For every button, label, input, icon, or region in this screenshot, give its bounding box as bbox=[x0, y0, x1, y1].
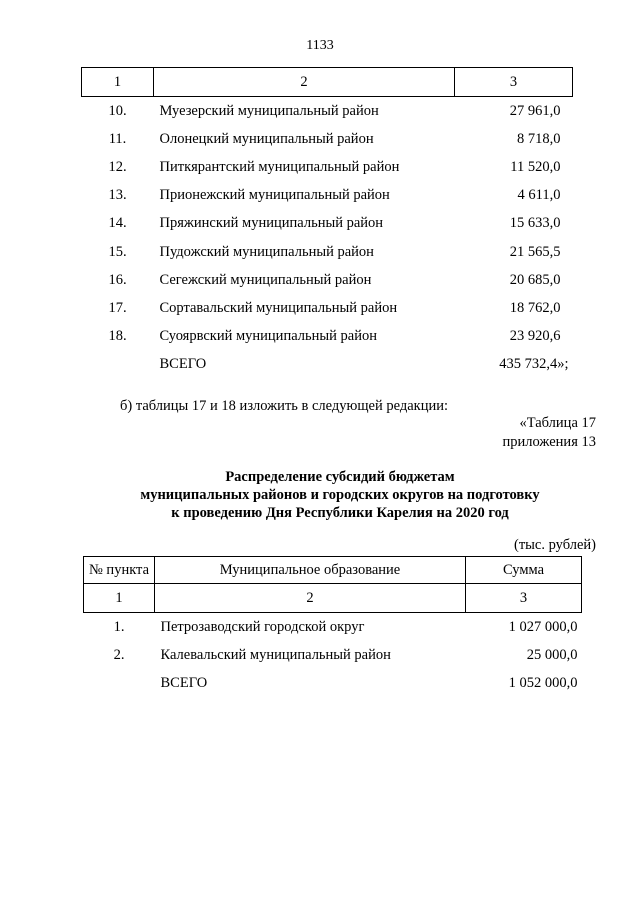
table-reference: «Таблица 17 bbox=[519, 415, 596, 431]
row-number: 2. bbox=[113, 646, 125, 663]
amount: 27 961,0 bbox=[509, 102, 561, 119]
row-number: 17. bbox=[108, 299, 127, 316]
column-header-item-number: № пункта bbox=[84, 557, 155, 584]
page-number: 1133 bbox=[306, 38, 334, 53]
total-amount: 435 732,4»; bbox=[499, 356, 569, 373]
total-amount: 1 052 000,0 bbox=[508, 674, 578, 691]
table-row bbox=[82, 153, 573, 181]
column-header-municipality: Муниципальное образование bbox=[155, 557, 466, 584]
column-number-2: 2 bbox=[155, 584, 466, 613]
amount: 18 762,0 bbox=[509, 299, 561, 316]
amendment-paragraph: б) таблицы 17 и 18 изложить в следующей редакции: bbox=[120, 398, 449, 414]
table-header-row bbox=[82, 68, 573, 97]
units-label: (тыс. рублей) bbox=[514, 537, 596, 553]
total-row bbox=[84, 669, 582, 697]
column-number-2: 2 bbox=[154, 68, 455, 97]
column-number-3: 3 bbox=[455, 68, 573, 97]
total-label: ВСЕГО bbox=[160, 674, 208, 691]
municipality-name: Олонецкий муниципальный район bbox=[159, 130, 374, 147]
table-row bbox=[82, 266, 573, 294]
table-row bbox=[82, 210, 573, 238]
table-row bbox=[82, 182, 573, 210]
municipality-name: Питкярантский муниципальный район bbox=[159, 158, 400, 175]
table-row bbox=[82, 125, 573, 153]
column-number-1: 1 bbox=[82, 68, 154, 97]
table-row bbox=[82, 294, 573, 322]
amount: 20 685,0 bbox=[509, 271, 561, 288]
municipality-name: Калевальский муниципальный район bbox=[160, 646, 391, 663]
appendix-reference: приложения 13 bbox=[502, 434, 596, 450]
table-row bbox=[84, 641, 582, 669]
amount: 11 520,0 bbox=[510, 158, 561, 175]
row-number: 13. bbox=[108, 187, 127, 204]
table-row bbox=[84, 613, 582, 642]
subsidy-distribution-table bbox=[83, 556, 582, 697]
row-number: 14. bbox=[108, 215, 127, 232]
table-title-line-1: Распределение субсидий бюджетам bbox=[225, 469, 455, 485]
total-row bbox=[82, 351, 573, 379]
amount: 15 633,0 bbox=[509, 215, 561, 232]
table-title-line-3: к проведению Дня Республики Карелия на 2020 год bbox=[171, 505, 509, 521]
amount: 4 611,0 bbox=[517, 187, 561, 204]
row-number: 15. bbox=[108, 243, 127, 260]
table-header-row bbox=[84, 557, 582, 584]
total-label: ВСЕГО bbox=[159, 356, 207, 373]
column-header-amount: Сумма bbox=[466, 557, 582, 584]
column-number-1: 1 bbox=[84, 584, 155, 613]
table-row bbox=[82, 97, 573, 126]
municipality-name: Прионежский муниципальный район bbox=[159, 187, 390, 204]
row-number: 16. bbox=[108, 271, 127, 288]
row-number: 10. bbox=[108, 102, 127, 119]
municipality-name: Петрозаводский городской округ bbox=[160, 618, 365, 635]
subsidy-table-continued bbox=[81, 67, 573, 379]
municipality-name: Сегежский муниципальный район bbox=[159, 271, 372, 288]
amount: 25 000,0 bbox=[526, 646, 578, 663]
municipality-name: Суоярвский муниципальный район bbox=[159, 328, 377, 345]
table-row bbox=[82, 238, 573, 266]
table-title-line-2: муниципальных районов и городских округов на подготовку bbox=[140, 487, 540, 503]
row-number: 1. bbox=[113, 618, 125, 635]
amount: 1 027 000,0 bbox=[508, 618, 578, 635]
amount: 23 920,6 bbox=[509, 328, 561, 345]
municipality-name: Пудожский муниципальный район bbox=[159, 243, 374, 260]
amount: 8 718,0 bbox=[517, 130, 561, 147]
column-number-3: 3 bbox=[466, 584, 582, 613]
row-number: 18. bbox=[108, 328, 127, 345]
table-row bbox=[82, 323, 573, 351]
municipality-name: Сортавальский муниципальный район bbox=[159, 299, 398, 316]
table-subheader-row bbox=[84, 584, 582, 613]
municipality-name: Муезерский муниципальный район bbox=[159, 102, 379, 119]
municipality-name: Пряжинский муниципальный район bbox=[159, 215, 384, 232]
amount: 21 565,5 bbox=[509, 243, 561, 260]
row-number: 12. bbox=[108, 158, 127, 175]
row-number: 11. bbox=[108, 130, 127, 147]
